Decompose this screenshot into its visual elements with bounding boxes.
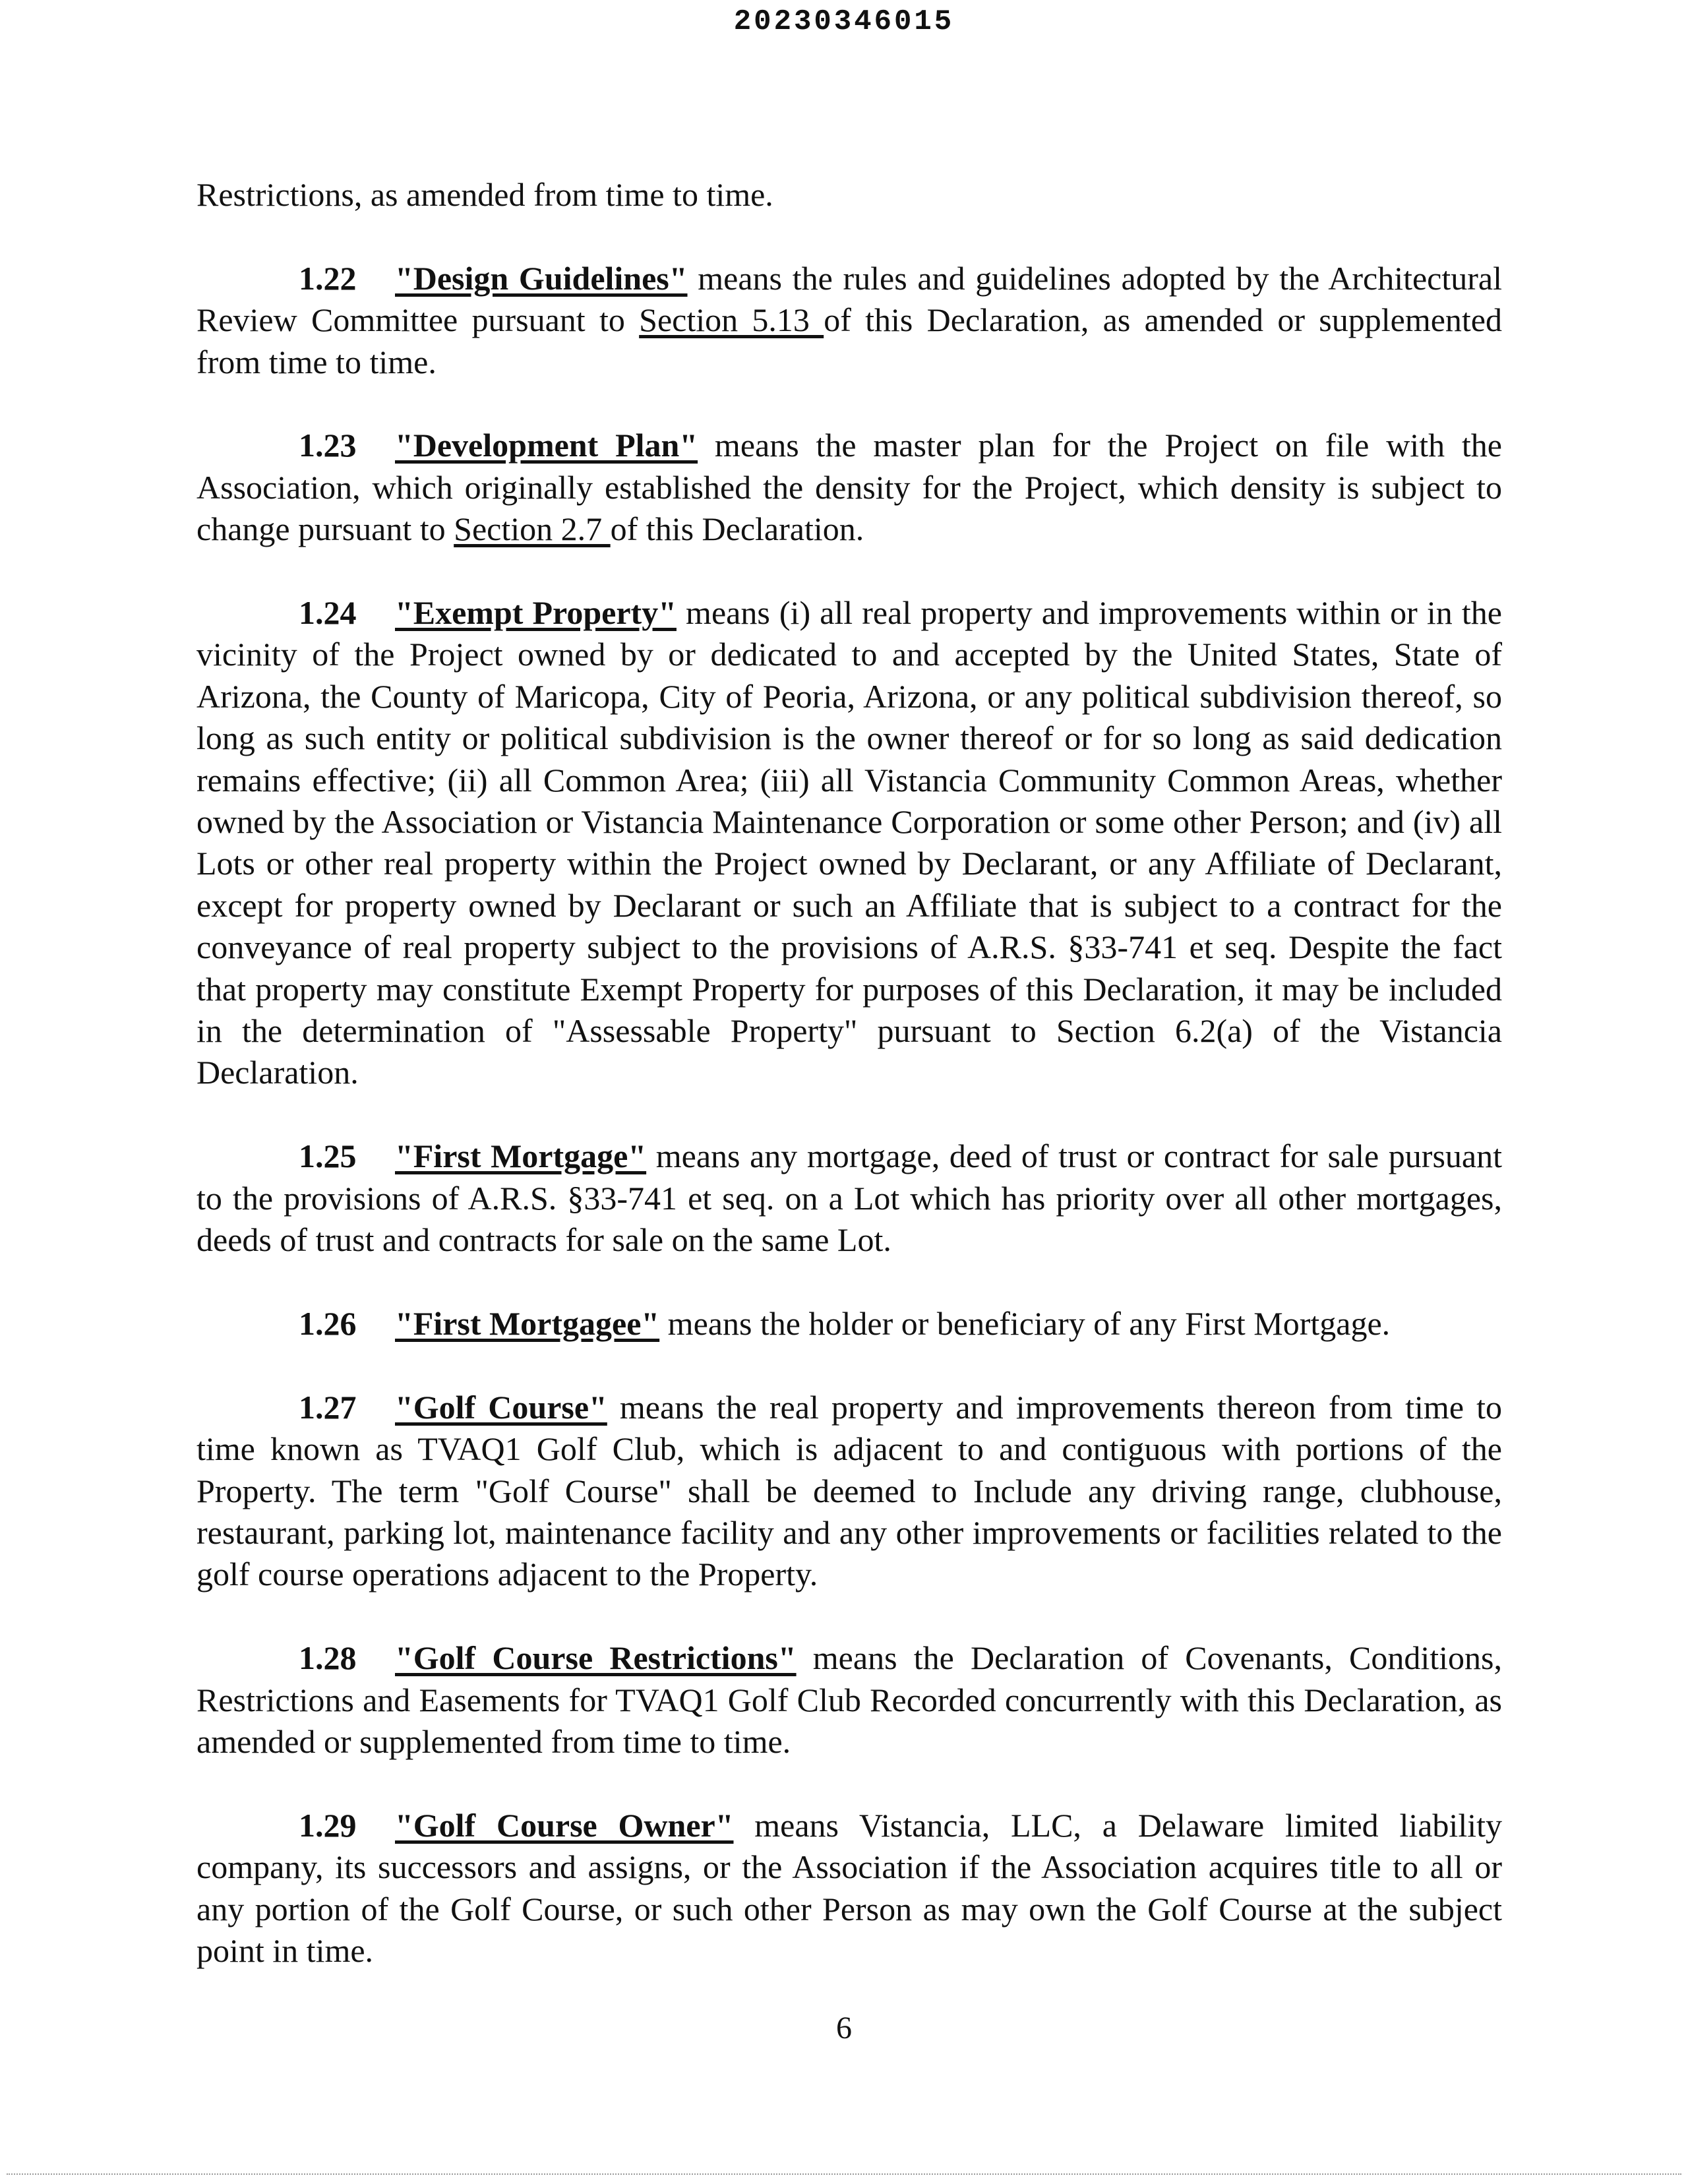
definition-text: means Vistancia, LLC, a Delaware limited liability company, its successors and assigns, or the Association if the Association acquires title to all or any portion of the Golf Course, or such other Person as may own the Golf Course at the subject point in time.: [196, 1806, 1502, 1969]
footer-divider: [7, 2173, 1681, 2175]
defined-term: "Golf Course": [395, 1388, 607, 1426]
defined-term: "First Mortgagee": [395, 1304, 660, 1342]
section-1-26: [196, 1303, 1502, 1345]
defined-term: "Exempt Property": [395, 594, 677, 632]
definition-text: means any mortgage, deed of trust or contract for sale pursuant to the provisions of A.R.S. §33-741 et seq. on a Lot which has priority over all other mortgages, deeds of trust and contracts for sale on the same Lot.: [196, 1138, 1503, 1259]
section-number: 1.22: [299, 259, 357, 297]
recording-number: 20230346015: [733, 5, 955, 38]
section-number: 1.28: [299, 1639, 357, 1677]
section-number: 1.24: [299, 594, 357, 632]
section-reference: Section 5.13: [639, 301, 824, 339]
section-number: 1.29: [299, 1806, 357, 1844]
section-number: 1.27: [299, 1388, 357, 1426]
definition-text: means the real property and improvements thereon from time to time known as TVAQ1 Golf Club, which is adjacent to and contiguous with portions of the Property. The term "Golf Course" shall be deemed to Include any driving range, clubhouse, restaurant, parking lot, maintenance facility and any other improvements or facilities related to the golf course operations adjacent to the Property.: [196, 1388, 1502, 1593]
definition-text-continued: of this Declaration, as amended or supplemented from time to time.: [196, 301, 1502, 380]
defined-term: "Design Guidelines": [395, 259, 688, 297]
continuation-paragraph: Restrictions, as amended from time to time.: [196, 176, 773, 213]
section-number: 1.23: [299, 427, 357, 464]
section-1-29: [196, 1805, 1502, 1972]
defined-term: "Golf Course Owner": [395, 1806, 734, 1844]
definition-text-continued: of this Declaration.: [610, 510, 864, 548]
section-number: 1.26: [299, 1304, 357, 1342]
definition-text: means the holder or beneficiary of any First Mortgage.: [659, 1304, 1391, 1342]
section-1-23: [196, 425, 1502, 550]
definition-text: means the rules and guidelines adopted by the Architectural Review Committee pursuant to: [196, 259, 1502, 339]
document-body: [196, 174, 1502, 2014]
definition-text: means the Declaration of Covenants, Conditions, Restrictions and Easements for TVAQ1 Golf Club Recorded concurrently with this Declaration, as amended or supplemented from time to time.: [196, 1639, 1502, 1760]
section-1-27: [196, 1387, 1502, 1596]
page-number: 6: [836, 2011, 852, 2046]
section-1-28: [196, 1637, 1502, 1763]
defined-term: "Development Plan": [395, 427, 698, 464]
section-1-24: [196, 592, 1502, 1094]
defined-term: "Golf Course Restrictions": [395, 1639, 797, 1677]
section-reference: Section 2.7: [454, 510, 611, 548]
section-1-25: [196, 1136, 1502, 1261]
section-1-22: [196, 258, 1502, 383]
definition-text: means the master plan for the Project on file with the Association, which originally established the density for the Project, which density is subject to change pursuant to: [196, 427, 1502, 548]
defined-term: "First Mortgage": [395, 1138, 647, 1175]
definition-text: means (i) all real property and improvements within or in the vicinity of the Project owned by or dedicated to and accepted by the United States, State of Arizona, the County of Maricopa, City of Peoria, Arizona, or any political subdivision thereof, so long as such entity or political subdivision is the owner thereof or for so long as said dedication remains effective; (ii) all Common Area; (iii) all Vistancia Community Common Areas, whether owned by the Association or Vistancia Maintenance Corporation or some other Person; and (iv) all Lots or other real property within the Project owned by Declarant, or any Affiliate of Declarant, except for property owned by Declarant or such an Affiliate that is subject to a contract for the conveyance of real property subject to the provisions of A.R.S. §33-741 et seq. Despite the fact that property may constitute Exempt Property for purposes of this Declaration, it may be included in the determination of "Assessable Property" pursuant to Section 6.2(a) of the Vistancia Declaration.: [196, 594, 1503, 1091]
section-number: 1.25: [299, 1138, 357, 1175]
